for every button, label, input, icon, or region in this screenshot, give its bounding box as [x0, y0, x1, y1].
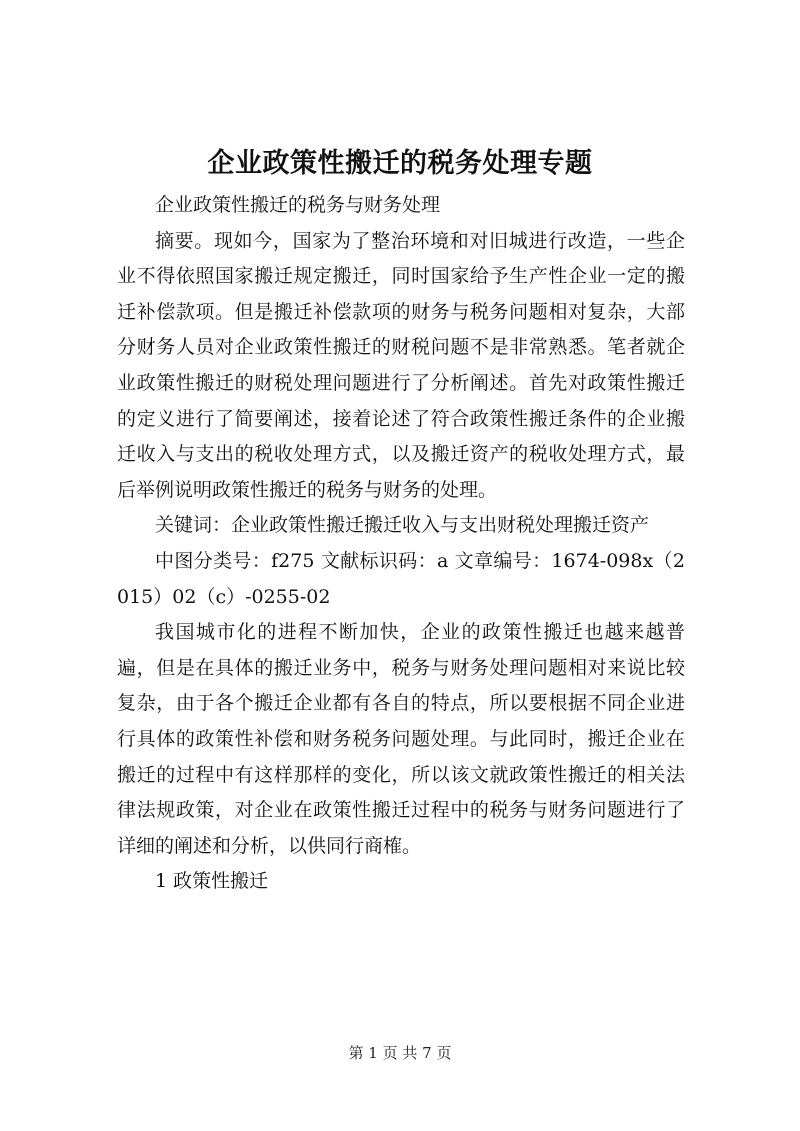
subtitle-paragraph: 企业政策性搬迁的税务与财务处理: [155, 194, 441, 216]
document-title: 企业政策性搬迁的税务处理专题: [207, 148, 593, 179]
section-heading: 1 政策性搬迁: [155, 870, 269, 893]
classification-paragraph: 中图分类号：f275 文献标识码：a 文章编号：1674-098x（2015）02（c）-0255-02: [117, 549, 685, 608]
intro-paragraph: 我国城市化的进程不断加快，企业的政策性搬迁也越来越普遍，但是在具体的搬迁业务中，税务与财务处理问题相对来说比较复杂，由于各个搬迁企业都有各自的特点，所以要根据不同企业进行具体的政策性补偿和财务税务问题处理。与此同时，搬迁企业在搬迁的过程中有这样那样的变化，所以该文就政策性搬迁的相关法律法规政策，对企业在政策性搬迁过程中的税务与财务问题进行了详细的阐述和分析，以供同行商榷。: [117, 621, 685, 857]
keywords-paragraph: 关键词：企业政策性搬迁搬迁收入与支出财税处理搬迁资产: [155, 514, 650, 537]
abstract-paragraph: 摘要。现如今，国家为了整治环境和对旧城进行改造，一些企业不得依照国家搬迁规定搬迁，同时国家给予生产性企业一定的搬迁补偿款项。但是搬迁补偿款项的财务与税务问题相对复杂，大部分财务人员对企业政策性搬迁的财税问题不是非常熟悉。笔者就企业政策性搬迁的财税处理问题进行了分析阐述。首先对政策性搬迁的定义进行了简要阐述，接着论述了符合政策性搬迁条件的企业搬迁收入与支出的税收处理方式，以及搬迁资产的税收处理方式，最后举例说明政策性搬迁的税务与财务的处理。: [117, 229, 685, 501]
page-footer: 第 1 页 共 7 页: [348, 1044, 452, 1062]
document-body: [117, 188, 685, 900]
